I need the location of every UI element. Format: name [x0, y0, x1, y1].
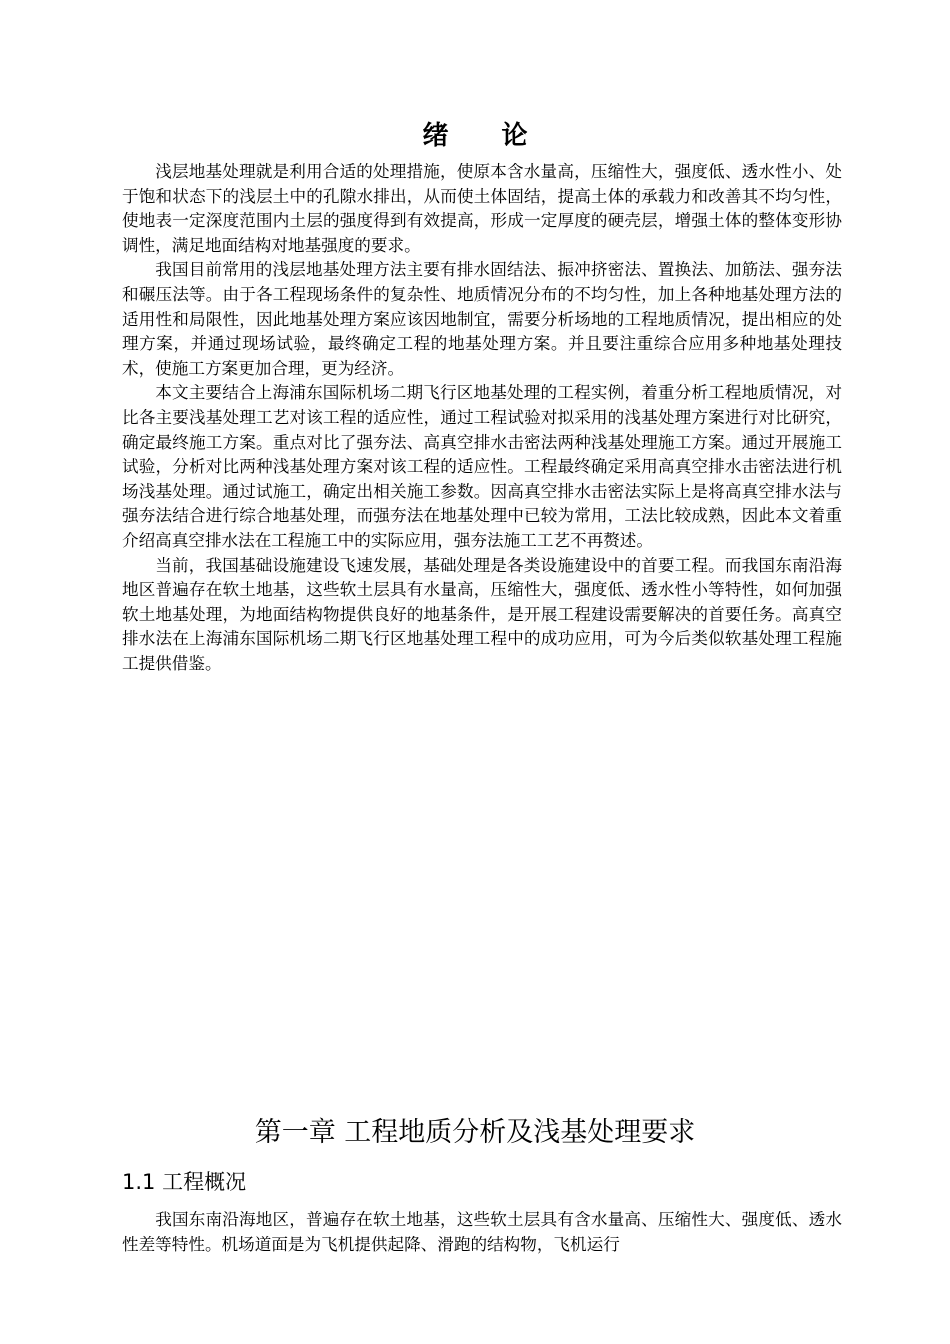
intro-paragraph-2: 我国目前常用的浅层地基处理方法主要有排水固结法、振冲挤密法、置换法、加筋法、强夯法和碾压法等。由于各工程现场条件的复杂性、地质情况分布的不均匀性，加上各种地基处理方法的适用性和局限性，因此地基处理方案应该因地制宜，需要分析场地的工程地质情况，提出相应的处理方案，并通过现场试验，最终确定工程的地基处理方案。并且要注重综合应用多种地基处理技术，使施工方案更加合理，更为经济。 [122, 260, 842, 378]
section-body [122, 1208, 842, 1257]
intro-body [122, 160, 842, 676]
intro-title: 绪 论 [422, 121, 550, 151]
intro-paragraph-3: 本文主要结合上海浦东国际机场二期飞行区地基处理的工程实例，着重分析工程地质情况，对比各主要浅基处理工艺对该工程的适应性，通过工程试验对拟采用的浅基处理方案进行对比研究，确定最终施工方案。重点对比了强夯法、高真空排水击密法两种浅基处理施工方案。通过开展施工试验，分析对比两种浅基处理方案对该工程的适应性。工程最终确定采用高真空排水击密法进行机场浅基处理。通过试施工，确定出相关施工参数。因高真空排水击密法实际上是将高真空排水法与强夯法结合进行综合地基处理，而强夯法在地基处理中已较为常用，工法比较成熟，因此本文着重介绍高真空排水法在工程施工中的实际应用，强夯法施工工艺不再赘述。 [122, 383, 842, 550]
section-title: 1.1 工程概况 [122, 1170, 247, 1194]
section-paragraph-1: 我国东南沿海地区，普遍存在软土地基，这些软土层具有含水量高、压缩性大、强度低、透水性差等特性。机场道面是为飞机提供起降、滑跑的结构物，飞机运行 [122, 1210, 842, 1254]
intro-paragraph-4: 当前，我国基础设施建设飞速发展，基础处理是各类设施建设中的首要工程。而我国东南沿海地区普遍存在软土地基，这些软土层具有水量高，压缩性大，强度低、透水性小等特性，如何加强软土地基处理，为地面结构物提供良好的地基条件，是开展工程建设需要解决的首要任务。高真空排水法在上海浦东国际机场二期飞行区地基处理工程中的成功应用，可为今后类似软基处理工程施工提供借鉴。 [122, 555, 842, 673]
chapter-title: 第一章 工程地质分析及浅基处理要求 [254, 1117, 696, 1148]
intro-paragraph-1: 浅层地基处理就是利用合适的处理措施，使原本含水量高，压缩性大，强度低、透水性小、处于饱和状态下的浅层土中的孔隙水排出，从而使土体固结，提高土体的承载力和改善其不均匀性，使地表一定深度范围内土层的强度得到有效提高，形成一定厚度的硬壳层，增强土体的整体变形协调性，满足地面结构对地基强度的要求。 [122, 162, 842, 255]
